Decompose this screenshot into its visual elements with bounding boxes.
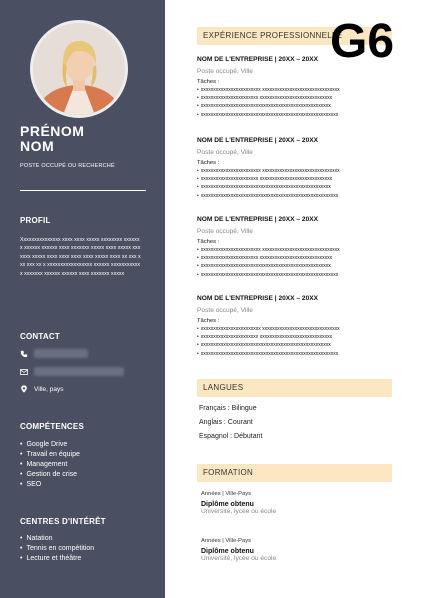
- job-title: NOM DE L'ENTREPRISE | 20XX – 20XX: [197, 56, 319, 63]
- education-school: Université, lycée ou école: [201, 555, 277, 562]
- job-tasks-label: Tâches :: [197, 318, 220, 324]
- job-task: • xxxxxxxxxxxxxxxxxxxxxxxxxxxxxxxxxxxxxxxxxxxxxxxxxxxxxxx: [197, 271, 397, 279]
- languages-heading: LANGUES: [203, 383, 244, 392]
- education-years: Années | Ville-Pays: [201, 491, 252, 497]
- job-task: • xxxxxxxxxxxxxxxxxxxxxxxx xxxxxxxxxxxxxxxxxxxxxxxxxxxxxxx: [197, 167, 397, 175]
- interests-heading: CENTRES D'INTÉRÊT: [20, 517, 106, 526]
- job-position: Poste occupé, Ville: [197, 228, 253, 235]
- job-task: • xxxxxxxxxxxxxxxxxxxxxxxxxxxxxxxxxxxxxxxxxxxxxxxxxxxx: [197, 341, 397, 349]
- envelope-icon: [20, 368, 28, 376]
- job-title: NOM DE L'ENTREPRISE | 20XX – 20XX: [197, 216, 319, 223]
- job-task: • xxxxxxxxxxxxxxxxxxxxxxx xxxxxxxxxxxxxxxxxxxxxxxxxxxxx: [197, 175, 397, 183]
- job-task: • xxxxxxxxxxxxxxxxxxxxxxxx xxxxxxxxxxxxxxxxxxxxxxxxxxxxxxx: [197, 246, 397, 254]
- job-task: • xxxxxxxxxxxxxxxxxxxxxxx xxxxxxxxxxxxxxxxxxxxxxxxxxxxx: [197, 254, 397, 262]
- job-position: Poste occupé, Ville: [197, 149, 253, 156]
- badge-label: G6: [330, 15, 395, 68]
- job-task: • xxxxxxxxxxxxxxxxxxxxxxxx xxxxxxxxxxxxxxxxxxxxxxxxxxxxxxx: [197, 86, 397, 94]
- languages-section-header: [197, 379, 392, 397]
- location-text: Ville, pays: [34, 385, 64, 393]
- interest-item: • Tennis en compétition: [20, 544, 94, 554]
- skill-item: • Management: [20, 460, 80, 470]
- job-task-list: [197, 167, 397, 200]
- skill-item: • Google Drive: [20, 440, 80, 450]
- contact-location: [20, 385, 64, 393]
- contact-email: [20, 367, 124, 376]
- job-subtitle: POSTE OCCUPÉ OU RECHERCHÉ: [20, 163, 115, 169]
- job-task: • xxxxxxxxxxxxxxxxxxxxxxxxxxxxxxxxxxxxxxxxxxxxxxxxxxxxxxx: [197, 350, 397, 358]
- job-position: Poste occupé, Ville: [197, 307, 253, 314]
- interests-list: [20, 534, 94, 564]
- profile-heading: PROFIL: [20, 216, 51, 225]
- education-years: Années | Ville-Pays: [201, 538, 252, 544]
- redacted-phone: [34, 349, 88, 358]
- location-pin-icon: [20, 385, 28, 393]
- job-task: • xxxxxxxxxxxxxxxxxxxxxxx xxxxxxxxxxxxxxxxxxxxxxxxxxxxx: [197, 94, 397, 102]
- skill-item: • SEO: [20, 480, 80, 490]
- education-school: Université, lycée ou école: [201, 508, 277, 515]
- profile-photo: [30, 20, 128, 118]
- job-task: • xxxxxxxxxxxxxxxxxxxxxxxxxxxxxxxxxxxxxxxxxxxxxxxxxxxxxxx: [197, 111, 397, 119]
- education-entry: [201, 538, 391, 562]
- divider: [20, 190, 146, 191]
- job-task: • xxxxxxxxxxxxxxxxxxxxxxxxxxxxxxxxxxxxxxxxxxxxxxxxxxxx: [197, 262, 397, 270]
- job-title: NOM DE L'ENTREPRISE | 20XX – 20XX: [197, 295, 319, 302]
- last-name: NOM: [20, 138, 55, 154]
- job-task: • xxxxxxxxxxxxxxxxxxxxxxxxxxxxxxxxxxxxxxxxxxxxxxxxxxxx: [197, 102, 397, 110]
- language-item: Anglais : Courant: [199, 419, 253, 426]
- phone-icon: [20, 350, 28, 358]
- job-task: • xxxxxxxxxxxxxxxxxxxxxxxxxxxxxxxxxxxxxxxxxxxxxxxxxxxxxxx: [197, 192, 397, 200]
- job-task: • xxxxxxxxxxxxxxxxxxxxxxxx xxxxxxxxxxxxxxxxxxxxxxxxxxxxxxx: [197, 325, 397, 333]
- skill-item: • Gestion de crise: [20, 470, 80, 480]
- education-degree: Diplôme obtenu: [201, 548, 254, 555]
- interest-item: • Lecture et théâtre: [20, 554, 94, 564]
- skills-heading: COMPÉTENCES: [20, 422, 84, 431]
- job-position: Poste occupé, Ville: [197, 68, 253, 75]
- job-tasks-label: Tâches :: [197, 239, 220, 245]
- sidebar: [0, 0, 165, 598]
- skills-list: [20, 440, 80, 490]
- first-name: PRÉNOM: [20, 123, 85, 139]
- job-entry: [197, 56, 397, 119]
- experience-heading: EXPÉRIENCE PROFESSIONNELLE: [203, 31, 343, 40]
- contact-phone: [20, 349, 88, 358]
- job-task: • xxxxxxxxxxxxxxxxxxxxxxx xxxxxxxxxxxxxxxxxxxxxxxxxxxxx: [197, 333, 397, 341]
- job-task-list: [197, 246, 397, 279]
- job-entry: [197, 295, 397, 358]
- job-entry: [197, 216, 397, 279]
- contact-heading: CONTACT: [20, 332, 60, 341]
- language-item: Français : Bilingue: [199, 405, 257, 412]
- education-degree: Diplôme obtenu: [201, 501, 254, 508]
- job-task: • xxxxxxxxxxxxxxxxxxxxxxxxxxxxxxxxxxxxxxxxxxxxxxxxxxxx: [197, 183, 397, 191]
- job-tasks-label: Tâches :: [197, 79, 220, 85]
- job-task-list: [197, 86, 397, 119]
- education-entry: [201, 491, 391, 515]
- skill-item: • Travail en équipe: [20, 450, 80, 460]
- profile-text: Xxxxxxxxxxxxxxx xxxx xxxx xxxxx xxxxxxxx xxxxxxx xxxxxx xxxxxx xxxx xxxxxxx xxxxx xxxx xxxxx xxxxxxx xxxxx xxxx xxxx xxxx xxxx xxxxx xxxx xx xxx xxx xxx xx x xxxxxxxxxxxxxxxxx xxxxxx xxxxxxxxxxxx xxxxxxx xxxxxx xxxxxx xxxx xxxxxxx xxxxx: [20, 237, 141, 277]
- education-section-header: [197, 464, 392, 482]
- full-name: [20, 124, 84, 154]
- job-tasks-label: Tâches :: [197, 160, 220, 166]
- redacted-email: [34, 367, 124, 376]
- job-task-list: [197, 325, 397, 358]
- language-item: Espagnol : Débutant: [199, 433, 263, 440]
- interest-item: • Natation: [20, 534, 94, 544]
- education-heading: FORMATION: [203, 468, 254, 477]
- job-entry: [197, 137, 397, 200]
- job-title: NOM DE L'ENTREPRISE | 20XX – 20XX: [197, 137, 319, 144]
